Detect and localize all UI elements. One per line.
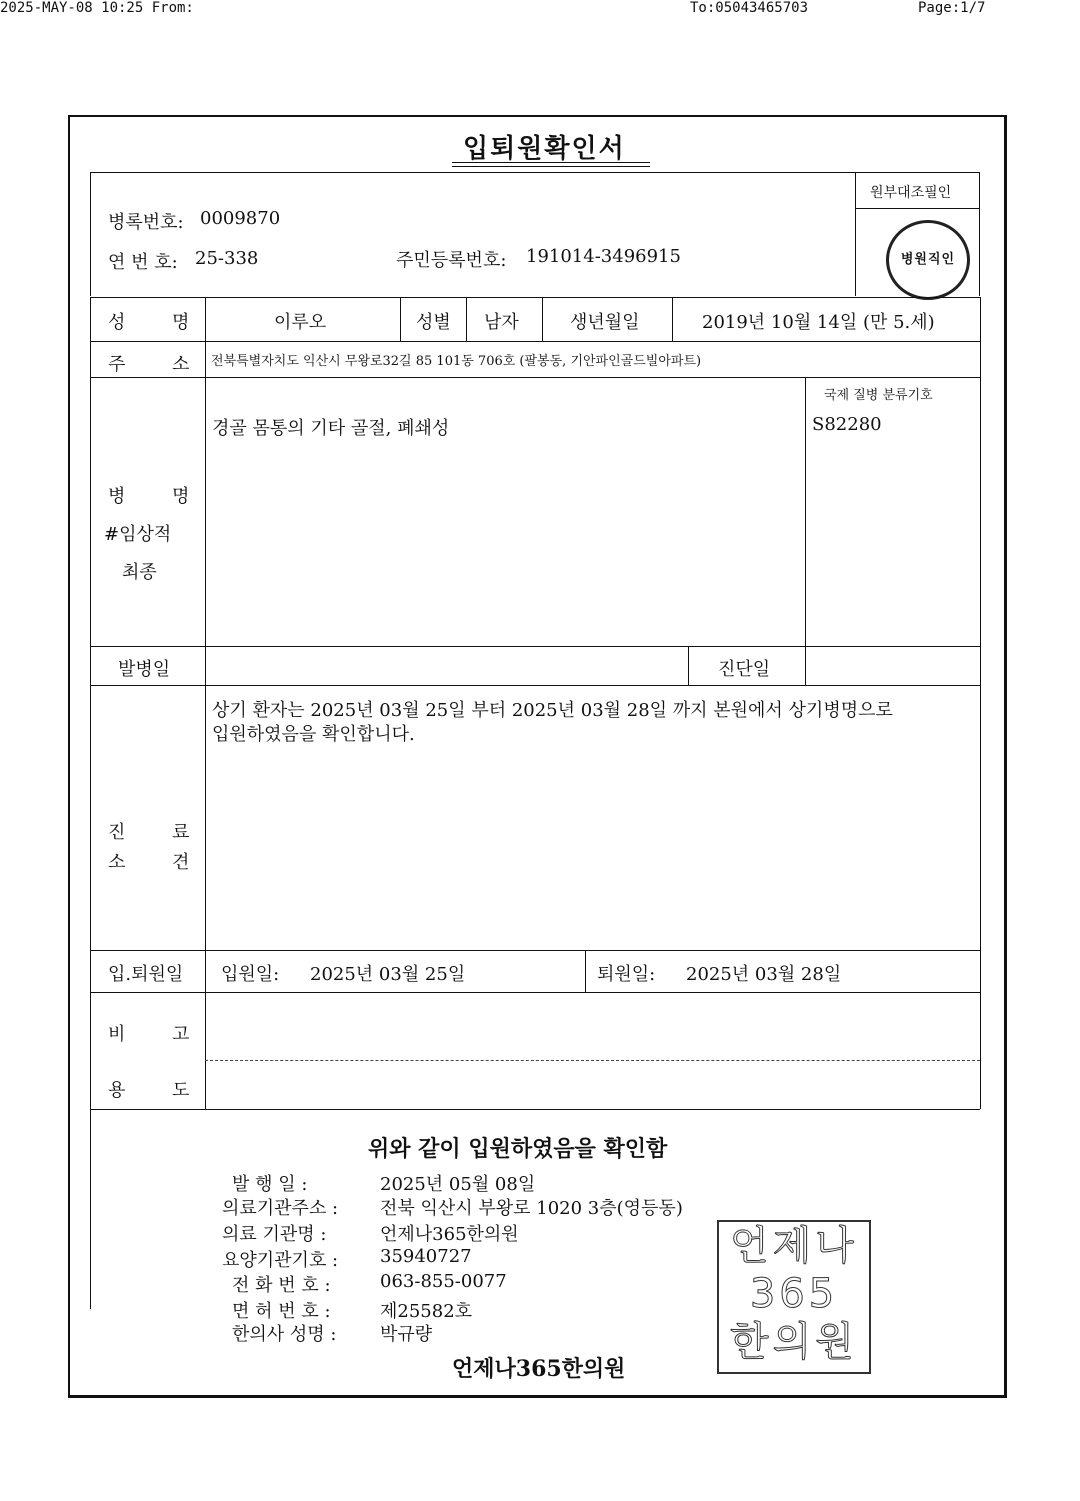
clinic-address-value: 전북 익산시 부왕로 1020 3층(영등동) [380, 1198, 683, 1219]
birth-label: 생년월일 [570, 312, 640, 333]
remarks-label-1b: 고 [172, 1024, 190, 1045]
remarks-label-1a: 비 [108, 1024, 126, 1045]
clinic-seal-stamp [717, 1220, 871, 1374]
record-no-value: 0009870 [200, 208, 281, 229]
clinic-seal-line3: 한의원 [730, 1319, 858, 1365]
diagnosis-code: S82280 [812, 414, 882, 435]
diagnosis-label-2: #임상적 [104, 524, 172, 545]
clinic-seal-line1: 언제나 [730, 1223, 858, 1269]
patient-gender: 남자 [484, 312, 519, 333]
gender-label: 성별 [416, 312, 451, 333]
diagnosis-name: 경골 몸통의 기타 골절, 폐쇄성 [212, 418, 450, 439]
record-no-label: 병록번호: [108, 212, 184, 233]
confirmation-heading: 위와 같이 입원하였음을 확인함 [368, 1136, 668, 1162]
original-check-label: 원부대조필인 [870, 185, 952, 201]
title-underline [452, 162, 650, 163]
phone-label: 전 화 번 호 : [232, 1275, 331, 1296]
clinic-name-label: 의료 기관명 : [222, 1224, 327, 1245]
resident-no-value: 191014-3496915 [526, 246, 681, 267]
doctor-name-value: 박규량 [380, 1324, 433, 1345]
patient-address: 전북특별자치도 익산시 무왕로32길 85 101동 706호 (팔봉동, 기안파인골드빌아파트) [211, 354, 702, 369]
clinic-seal-line2: 365 [749, 1271, 839, 1317]
hospital-seal-text: 병원직인 [900, 252, 956, 267]
license-value: 제25582호 [380, 1301, 473, 1322]
findings-text-line2: 입원하였음을 확인합니다. [212, 724, 415, 745]
findings-label-2b: 견 [172, 852, 190, 873]
care-code-value: 35940727 [380, 1246, 472, 1267]
clinic-name-value: 언제나365한의원 [380, 1224, 519, 1245]
admit-date: 2025년 03월 25일 [310, 964, 466, 985]
findings-label-2a: 소 [108, 852, 126, 873]
discharge-label: 퇴원일: [597, 964, 656, 985]
findings-label-1a: 진 [108, 822, 126, 843]
care-code-label: 요양기관기호 : [222, 1250, 339, 1271]
purpose-label-1b: 도 [172, 1080, 190, 1101]
hospital-seal-stamp [886, 220, 970, 300]
address-label-2: 소 [172, 354, 190, 375]
name-label-1: 성 [108, 312, 126, 333]
doctor-name-label: 한의사 성명 : [232, 1324, 337, 1345]
diagnosis-label-1a: 병 [108, 486, 126, 507]
diagnosis-label-3: 최종 [122, 562, 157, 583]
page-title: 입퇴원확인서 [463, 134, 626, 164]
fax-page: Page:1/7 [918, 0, 986, 16]
name-label-2: 명 [172, 312, 190, 333]
purpose-label-1a: 용 [108, 1080, 126, 1101]
clinic-name-signature: 언제나365한의원 [452, 1356, 626, 1382]
admit-label: 입원일: [221, 964, 280, 985]
onset-label: 발병일 [118, 659, 171, 680]
fax-datetime: 2025-MAY-08 10:25 From: [0, 0, 194, 16]
diagnosis-date-label: 진단일 [718, 659, 771, 680]
patient-birth: 2019년 10월 14일 (만 5.세) [702, 312, 935, 333]
license-label: 면 허 번 호 : [232, 1301, 331, 1322]
diagnosis-label-1b: 명 [172, 486, 190, 507]
clinic-address-label: 의료기관주소 : [222, 1198, 339, 1219]
title-underline-2 [452, 166, 650, 167]
resident-no-label: 주민등록번호: [396, 250, 507, 271]
address-label-1: 주 [108, 354, 126, 375]
fax-recipient: To:05043465703 [690, 0, 809, 16]
patient-name: 이루오 [274, 312, 327, 333]
issue-date-label: 발 행 일 : [232, 1174, 308, 1195]
serial-no-label: 연 번 호: [108, 252, 178, 273]
kcd-label: 국제 질병 분류기호 [824, 388, 933, 403]
findings-label-1b: 료 [172, 822, 190, 843]
serial-no-value: 25-338 [195, 248, 259, 269]
findings-text-line1: 상기 환자는 2025년 03월 25일 부터 2025년 03월 28일 까지 본원에서 상기병명으로 [212, 700, 893, 721]
issue-date-value: 2025년 05월 08일 [380, 1174, 536, 1195]
discharge-date: 2025년 03월 28일 [686, 964, 842, 985]
phone-value: 063-855-0077 [380, 1271, 507, 1292]
admission-label: 입.퇴원일 [108, 964, 184, 985]
